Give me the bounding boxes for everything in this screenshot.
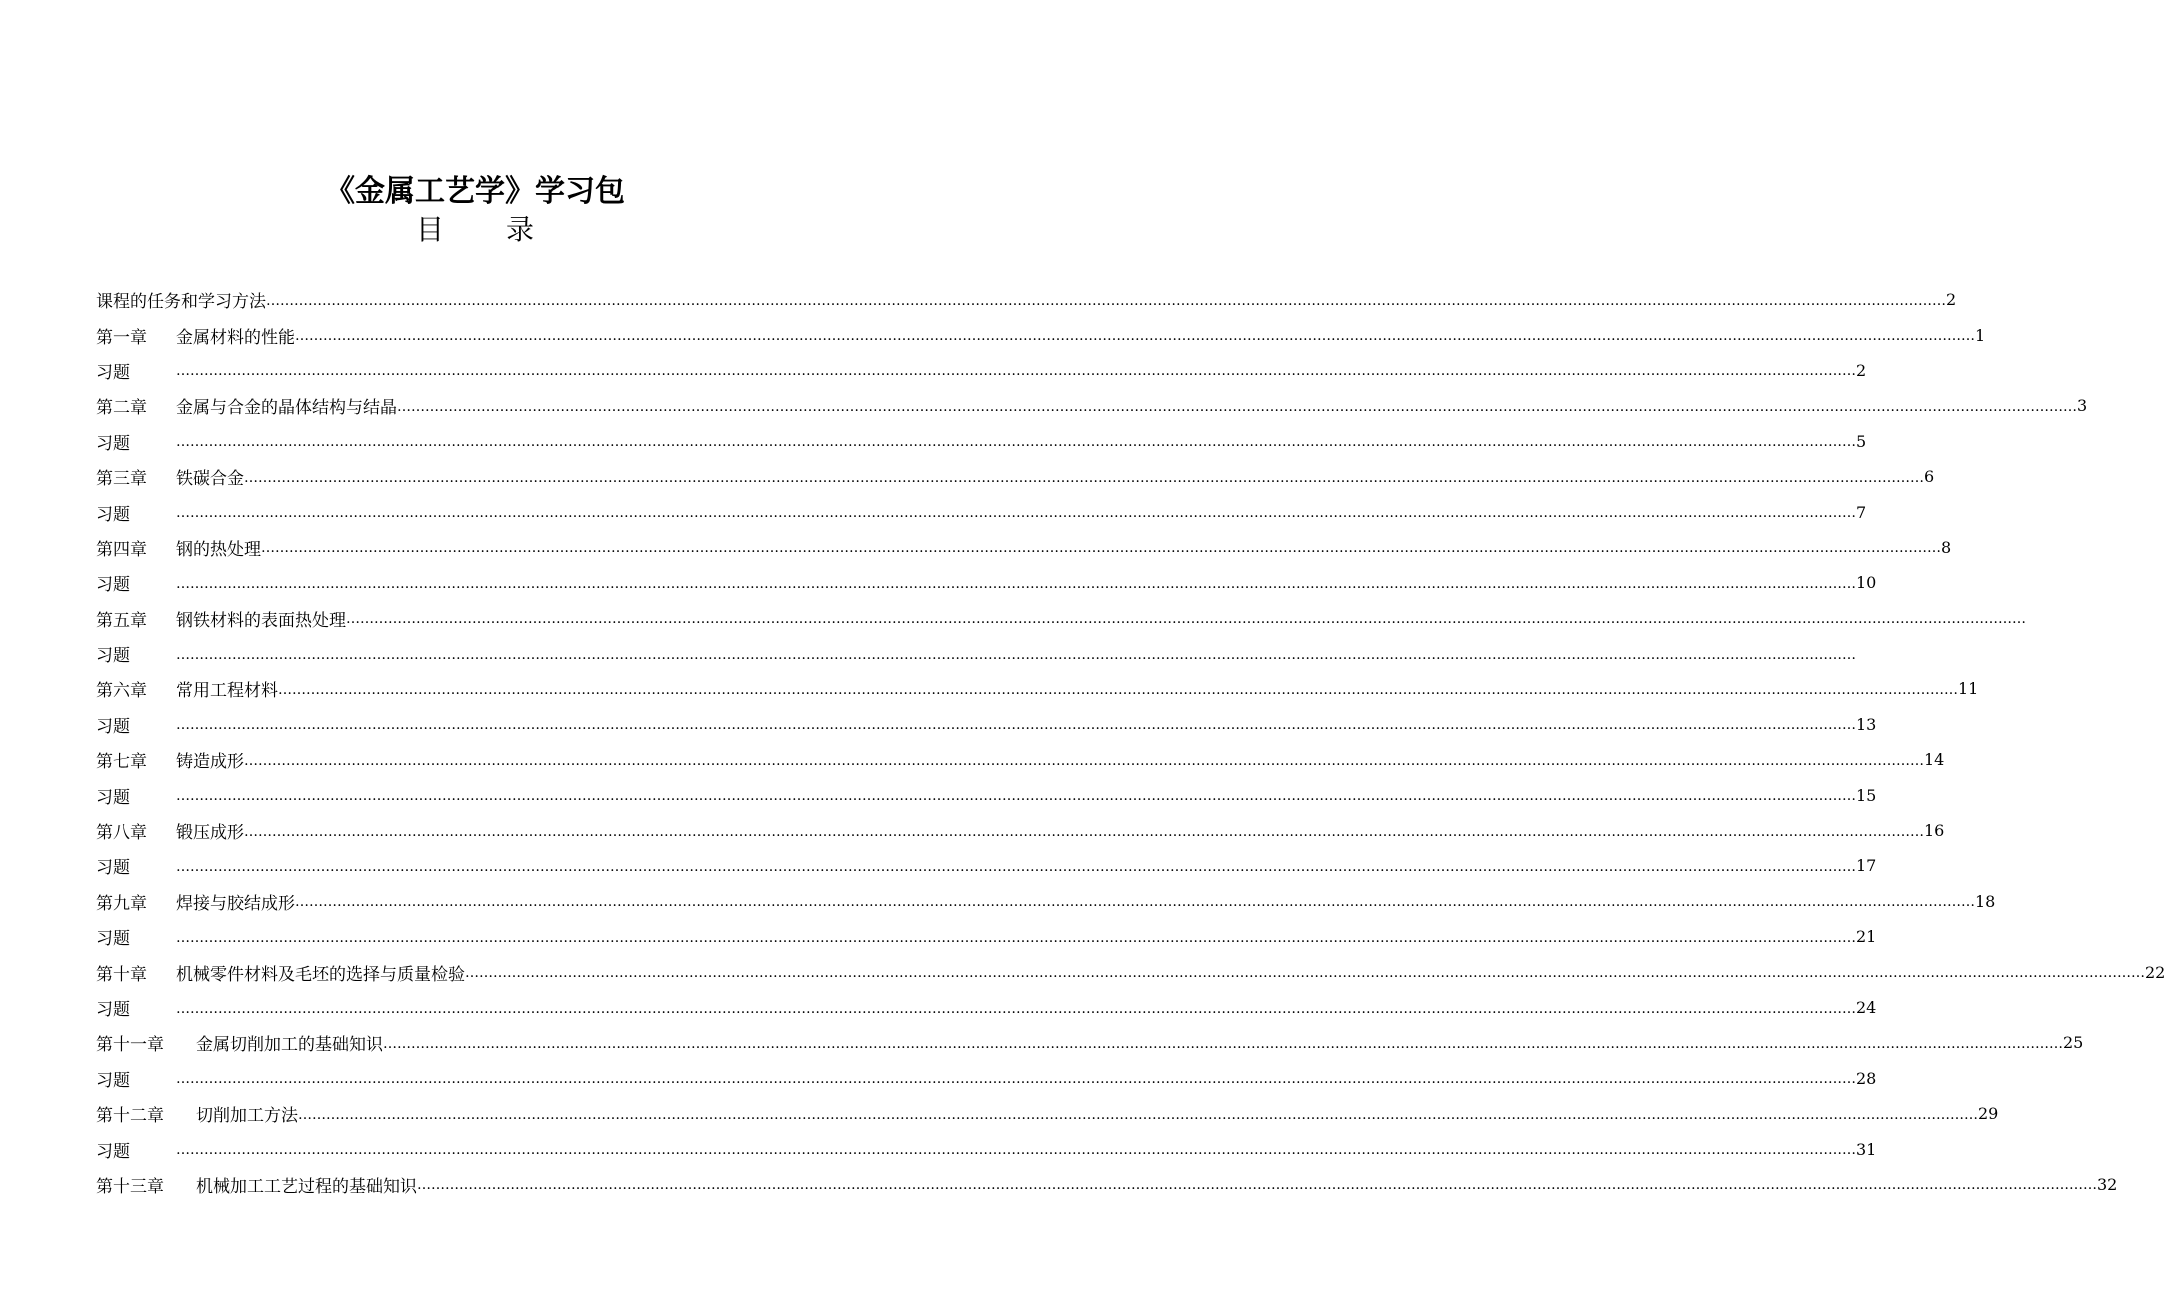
toc-entry-page: 16 [1924,821,1945,841]
toc-dot-leader: ……………………………………………………………………………………………………………………………………………………………………………………………………………………………………………………………………………………………………………………………… [176,434,1856,451]
toc-entry[interactable] [96,954,2165,989]
toc-entry-label: 习题 [96,1000,130,1020]
toc-dot-leader: ……………………………………………………………………………………………………………………………………………………………………………………………………………………………………………………………………………………………………………………………… [298,1106,1978,1123]
toc-entry[interactable] [96,530,1952,565]
toc-entry[interactable] [96,282,1957,317]
toc-entry-title: 切削加工方法 [196,1106,298,1127]
toc-dot-leader: ……………………………………………………………………………………………………………………………………………………………………………………………………………………………………………………………………………………………………………………………… [261,540,1941,557]
toc-entry-title: 铁碳合金 [176,469,244,490]
toc-entry-label: 第八章 [96,823,147,844]
toc-entry-page: 3 [2077,396,2088,416]
toc-entry[interactable] [96,848,1877,883]
toc-dot-leader: ……………………………………………………………………………………………………………………………………………………………………………………………………………………………………………………………………………………………………………………………… [383,1035,2063,1052]
toc-entry[interactable] [96,813,1945,848]
toc-entry-label: 第十章 [96,964,147,985]
toc-dot-leader: ……………………………………………………………………………………………………………………………………………………………………………………………………………………………………………………………………………………………………………………………… [176,1142,1856,1159]
toc-dot-leader: ……………………………………………………………………………………………………………………………………………………………………………………………………………………………………………………………………………………………………………………………… [397,398,2077,415]
toc-entry[interactable] [96,1131,1877,1166]
toc-entry-label: 第十三章 [96,1176,164,1197]
toc-entry-page: 18 [1975,891,1996,911]
toc-entry[interactable] [96,1167,2118,1202]
toc-dot-leader: ……………………………………………………………………………………………………………………………………………………………………………………………………………………………………………………………………………………………………………………………… [176,1071,1856,1088]
toc-entry[interactable] [96,317,1986,352]
toc-entry-page: 25 [2063,1033,2084,1053]
toc-dot-leader: ……………………………………………………………………………………………………………………………………………………………………………………………………………………………………………………………………………………………………………………………… [278,681,1958,698]
toc-entry-page: 28 [1856,1068,1877,1088]
toc-dot-leader: ……………………………………………………………………………………………………………………………………………………………………………………………………………………………………………………………………………………………………………………………… [295,894,1975,911]
toc-entry-page: 29 [1978,1104,1999,1124]
toc-dot-leader: ……………………………………………………………………………………………………………………………………………………………………………………………………………………………………………………………………………………………………………………………… [346,611,2026,628]
toc-entry-label: 习题 [96,1141,130,1162]
toc-entry-page: 2 [1856,360,1867,380]
toc-entry-page: 13 [1856,714,1877,734]
toc-entry[interactable] [96,494,1867,529]
toc-entry-title: 常用工程材料 [176,681,278,702]
toc-entry-label: 第六章 [96,681,147,702]
toc-entry[interactable] [96,1096,1999,1131]
toc-entry-label: 第十二章 [96,1106,164,1127]
toc-dot-leader: ……………………………………………………………………………………………………………………………………………………………………………………………………………………………………………………………………………………………………………………………… [465,965,2145,982]
toc-entry-label: 习题 [96,504,130,525]
toc-entry-label: 习题 [96,1070,130,1091]
toc-entry-label: 第十一章 [96,1035,164,1056]
toc-entry[interactable] [96,777,1877,812]
toc-entry-page: 6 [1924,467,1935,487]
toc-entry-label: 习题 [96,787,130,808]
toc-entry[interactable] [96,459,1935,494]
table-of-contents [96,282,2165,1202]
toc-entry[interactable] [96,388,2088,423]
toc-dot-leader: ……………………………………………………………………………………………………………………………………………………………………………………………………………………………………………………………………………………………………………………………… [176,929,1856,946]
toc-entry[interactable] [96,601,2026,636]
toc-entry-page: 5 [1856,431,1867,451]
toc-entry-label: 习题 [96,433,130,454]
toc-dot-leader: ……………………………………………………………………………………………………………………………………………………………………………………………………………………………………………………………………………………………………………………………… [176,646,1856,663]
toc-entry-page: 21 [1856,927,1877,947]
toc-entry[interactable] [96,707,1877,742]
toc-entry-page: 15 [1856,785,1877,805]
toc-entry-title: 金属切削加工的基础知识 [196,1035,383,1056]
toc-entry-page: 22 [2145,962,2165,982]
toc-entry-label: 第四章 [96,539,147,560]
toc-dot-leader: ……………………………………………………………………………………………………………………………………………………………………………………………………………………………………………………………………………………………………………………………… [176,858,1856,875]
toc-entry-title: 锻压成形 [176,823,244,844]
toc-entry-title: 焊接与胶结成形 [176,893,295,914]
toc-entry-page: 1 [1975,325,1986,345]
toc-entry-label: 习题 [96,575,130,596]
toc-entry[interactable] [96,565,1877,600]
toc-entry-label: 习题 [96,716,130,737]
toc-entry-page: 24 [1856,998,1877,1017]
toc-entry-label: 第二章 [96,398,147,419]
toc-dot-leader: ……………………………………………………………………………………………………………………………………………………………………………………………………………………………………………………………………………………………………………………………… [244,823,1924,840]
toc-entry-title: 金属材料的性能 [176,327,295,348]
toc-dot-leader: ……………………………………………………………………………………………………………………………………………………………………………………………………………………………………………………………………………………………………………………………… [176,1000,1856,1017]
toc-heading-right: 录 [506,213,535,246]
toc-entry-label: 第九章 [96,893,147,914]
toc-entry-title: 机械加工工艺过程的基础知识 [196,1176,417,1197]
toc-dot-leader: ……………………………………………………………………………………………………………………………………………………………………………………………………………………………………………………………………………………………………………………………… [176,717,1856,734]
toc-dot-leader: ……………………………………………………………………………………………………………………………………………………………………………………………………………………………………………………………………………………………………………………………… [266,292,1946,309]
toc-dot-leader: ……………………………………………………………………………………………………………………………………………………………………………………………………………………………………………………………………………………………………………………………… [176,788,1856,805]
toc-entry-page: 2 [1946,290,1957,310]
toc-entry-page: 17 [1856,856,1877,876]
toc-entry[interactable] [96,742,1945,777]
toc-entry-label: 课程的任务和学习方法 [96,292,266,313]
toc-entry-label: 习题 [96,646,130,667]
toc-entry-page: 14 [1924,750,1945,770]
toc-entry-label: 习题 [96,362,130,383]
toc-entry-label: 第五章 [96,610,147,631]
toc-dot-leader: ……………………………………………………………………………………………………………………………………………………………………………………………………………………………………………………………………………………………………………………………… [244,752,1924,769]
toc-entry-label: 习题 [96,929,130,950]
toc-entry[interactable] [96,1025,2084,1060]
toc-entry-page: 10 [1856,573,1877,593]
toc-entry-label: 习题 [96,858,130,879]
toc-entry-page: 8 [1941,537,1952,557]
toc-entry-page: 7 [1856,502,1867,522]
toc-entry[interactable] [96,353,1867,388]
toc-dot-leader: ……………………………………………………………………………………………………………………………………………………………………………………………………………………………………………………………………………………………………………………………… [176,575,1856,592]
toc-entry-page: 31 [1856,1139,1877,1159]
toc-heading-left: 目 [415,213,444,246]
toc-entry-page: 32 [2097,1174,2118,1194]
toc-entry[interactable] [96,1061,1877,1096]
toc-entry-title: 机械零件材料及毛坯的选择与质量检验 [176,964,465,985]
toc-entry[interactable] [96,919,1877,954]
toc-entry[interactable] [96,636,1856,671]
toc-entry[interactable] [96,990,1877,1025]
document-title: 《金属工艺学》学习包 [325,174,625,209]
toc-entry-title: 铸造成形 [176,752,244,773]
toc-entry[interactable] [96,671,1979,706]
toc-entry-page: 11 [1958,679,1979,699]
toc-dot-leader: ……………………………………………………………………………………………………………………………………………………………………………………………………………………………………………………………………………………………………………………………… [295,328,1975,345]
toc-dot-leader: ……………………………………………………………………………………………………………………………………………………………………………………………………………………………………………………………………………………………………………………………… [176,505,1856,522]
toc-entry-title: 金属与合金的晶体结构与结晶 [176,398,397,419]
toc-entry[interactable] [96,424,1867,459]
toc-entry-label: 第七章 [96,752,147,773]
toc-dot-leader: ……………………………………………………………………………………………………………………………………………………………………………………………………………………………………………………………………………………………………………………………… [244,469,1924,486]
toc-entry[interactable] [96,884,1996,919]
toc-heading [0,210,950,250]
toc-entry-title: 钢的热处理 [176,539,261,560]
toc-entry-label: 第一章 [96,327,147,348]
toc-dot-leader: ……………………………………………………………………………………………………………………………………………………………………………………………………………………………………………………………………………………………………………………………… [417,1177,2097,1194]
toc-entry-title: 钢铁材料的表面热处理 [176,610,346,631]
toc-dot-leader: ……………………………………………………………………………………………………………………………………………………………………………………………………………………………………………………………………………………………………………………………… [176,363,1856,380]
toc-entry-label: 第三章 [96,469,147,490]
